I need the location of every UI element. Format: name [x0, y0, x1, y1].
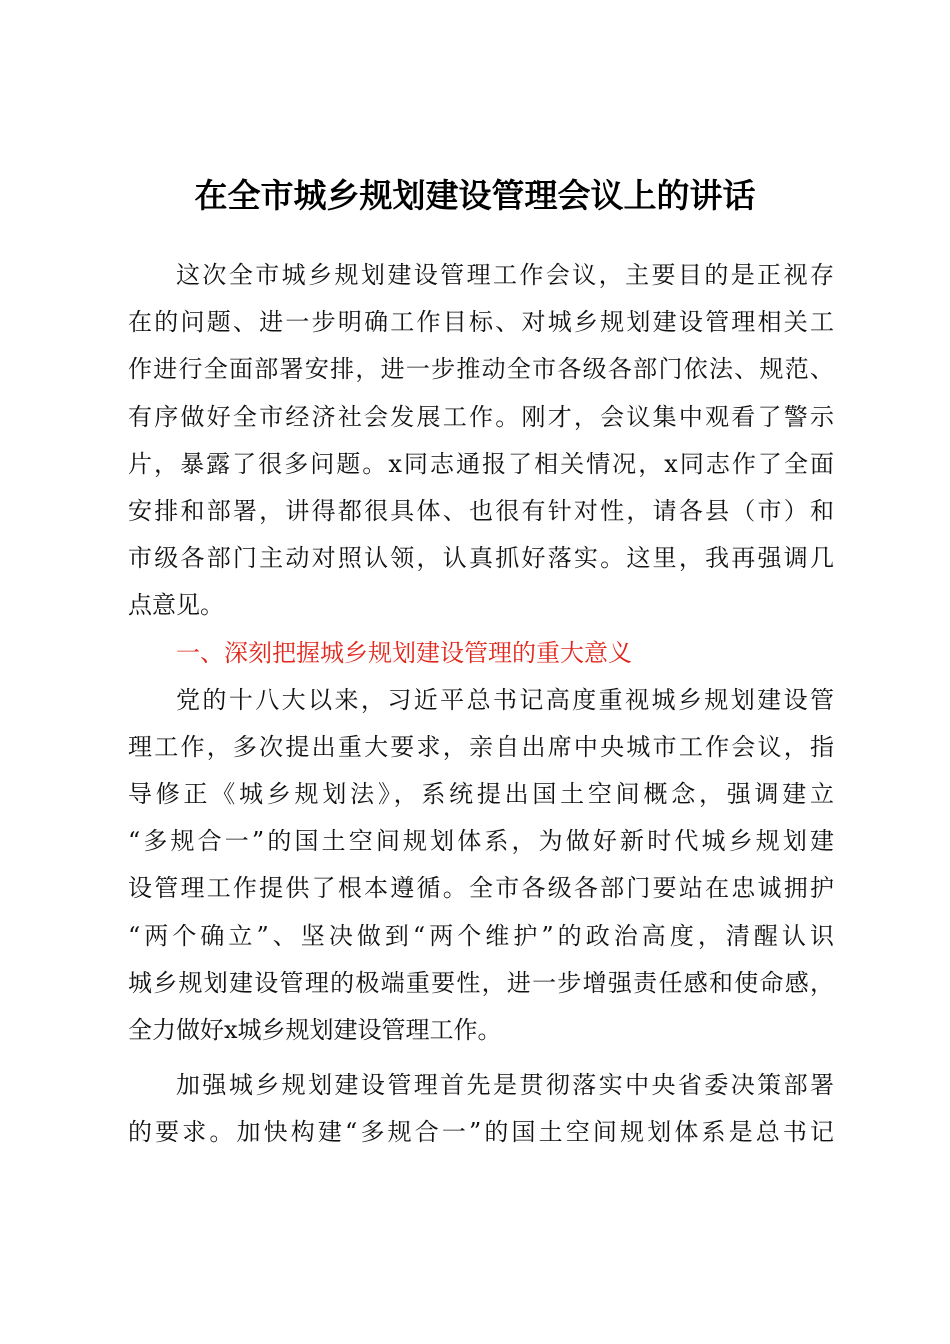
text-line: 这次全市城乡规划建设管理工作会议，主要目的是正视存: [176, 261, 834, 289]
text-line: 安排和部署，讲得都很具体、也很有针对性，请各县（市）和: [128, 496, 834, 525]
paragraph-implementation: [128, 1062, 834, 1156]
document-title: 在全市城乡规划建设管理会议上的讲话: [194, 176, 756, 215]
text-line: 全力做好x城乡规划建设管理工作。: [128, 1016, 502, 1044]
document-body: [128, 252, 834, 1157]
text-line: 城乡规划建设管理的极端重要性，进一步增强责任感和使命感，: [128, 968, 834, 997]
text-line: 设管理工作提供了根本遵循。全市各级各部门要站在忠诚拥护: [128, 874, 834, 903]
paragraph-intro: [128, 252, 834, 630]
text-line: “两个确立”、坚决做到“两个维护”的政治高度，清醒认识: [128, 921, 834, 950]
text-line: 理工作，多次提出重大要求，亲自出席中央城市工作会议，指: [128, 732, 834, 761]
text-line: 市级各部门主动对照认领，认真抓好落实。这里，我再强调几: [128, 544, 834, 573]
text-line: 导修正《城乡规划法》，系统提出国土空间概念，强调建立: [128, 780, 834, 809]
text-line: 的要求。加快构建“多规合一”的国土空间规划体系是总书记: [128, 1118, 834, 1147]
paragraph-gap: [128, 1054, 834, 1062]
text-line: 片，暴露了很多问题。x同志通报了相关情况，x同志作了全面: [128, 449, 834, 478]
text-line: 点意见。: [128, 591, 224, 620]
text-line: 党的十八大以来，习近平总书记高度重视城乡规划建设管: [176, 685, 834, 714]
text-line: 加强城乡规划建设管理首先是贯彻落实中央省委决策部署: [176, 1071, 834, 1100]
text-line: 有序做好全市经济社会发展工作。刚才，会议集中观看了警示: [128, 402, 834, 431]
text-line: 在的问题、进一步明确工作目标、对城乡规划建设管理相关工: [128, 308, 834, 337]
text-line: 作进行全面部署安排，进一步推动全市各级各部门依法、规范、: [128, 355, 834, 384]
paragraph-significance: [128, 677, 834, 1055]
section-heading: 一、深刻把握城乡规划建设管理的重大意义: [176, 638, 632, 667]
text-line: “多规合一”的国土空间规划体系，为做好新时代城乡规划建: [128, 827, 834, 856]
